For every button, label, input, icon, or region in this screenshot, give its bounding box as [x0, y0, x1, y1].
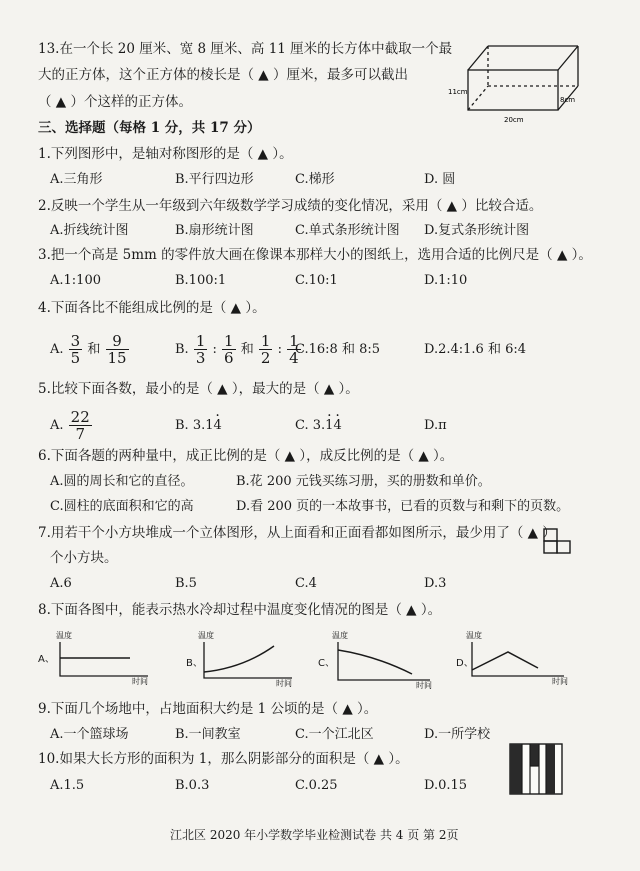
q8-graph-c-label: C、 [318, 658, 335, 669]
q8-graphs [38, 628, 598, 690]
q8-graph-b[interactable] [186, 630, 292, 688]
q8-stem: 8.下面各图中，能表示热水冷却过程中温度变化情况的图是（ ▲ ）。 [38, 602, 442, 618]
q7-option-d[interactable]: D.3 [424, 576, 447, 591]
q8-graph-d-ylabel: 温度 [466, 631, 482, 640]
q8-graph-d[interactable] [456, 630, 568, 686]
q4-stem: 4.下面各比不能组成比例的是（ ▲ ）。 [38, 300, 266, 316]
q6-stem: 6.下面各题的两种量中，成正比例的是（ ▲ ），成反比例的是（ ▲ ）。 [38, 448, 454, 464]
q5-a-fraction: $\frac{22}{7}$ [70, 408, 90, 443]
q4-b-colon-1: : [212, 342, 217, 357]
q3-stem: 3.把一个高是 5mm 的零件放大画在像课本那样大小的图纸上，选用合适的比例尺是（ ▲ ）。 [38, 247, 592, 263]
q4-option-b[interactable] [175, 333, 302, 366]
q10-option-d[interactable]: D.0.15 [424, 778, 468, 793]
q4-a-fraction-1: $\frac{3}{5}$ [70, 332, 81, 367]
q5-option-d[interactable]: D.π [424, 418, 447, 433]
q8-graph-b-curve [204, 646, 274, 672]
q4-a-and: 和 [87, 342, 101, 357]
q8-graph-a[interactable] [38, 630, 148, 686]
q7-stem: 7.用若干个小方块堆成一个立体图形，从上面看和正面看都如图所示，最少用了（ ▲ ） [38, 525, 556, 541]
q1-option-d[interactable]: D. 圆 [424, 172, 456, 187]
q7-block-view-figure [542, 527, 578, 555]
q8-graph-c-xlabel: 时间 [416, 681, 432, 690]
q4-b-fraction-2: $\frac{1}{6}$ [224, 332, 234, 367]
q4-b-fraction-4: $\frac{1}{4}$ [289, 332, 299, 367]
q5-b-repeat-digit: 4 · [214, 418, 222, 433]
q4-option-c[interactable]: C.16:8 和 8:5 [295, 342, 380, 357]
q8-graph-c[interactable] [318, 630, 432, 690]
q4-option-d[interactable]: D.2.4:1.6 和 6:4 [424, 342, 527, 357]
q8-graph-a-label: A、 [38, 654, 55, 665]
q6-option-a[interactable]: A.圆的周长和它的直径。 [50, 474, 194, 489]
q4-b-fraction-3: $\frac{1}{2}$ [260, 332, 271, 367]
q4-b-fraction-1: $\frac{1}{3}$ [195, 332, 206, 367]
q9-option-b[interactable]: B.一间教室 [175, 727, 241, 742]
q1-option-b[interactable]: B.平行四边形 [175, 172, 254, 187]
q2-option-a[interactable]: A.折线统计图 [50, 223, 129, 238]
q3-option-a[interactable]: A.1:100 [50, 273, 101, 288]
page-footer: 江北区 2020 年小学数学毕业检测试卷 共 4 页 第 2页 [170, 828, 459, 842]
q1-option-c[interactable]: C.梯形 [295, 172, 335, 187]
cuboid-height-label: 11cm [448, 88, 468, 96]
q1-stem: 1.下列图形中，是轴对称图形的是（ ▲ ）。 [38, 146, 293, 162]
q7-option-a[interactable]: A.6 [50, 576, 72, 591]
q3-option-b[interactable]: B.100:1 [175, 273, 227, 288]
q4-b-colon-2: : [277, 342, 282, 357]
q8-graph-b-xlabel: 时间 [276, 679, 292, 688]
q10-option-c[interactable]: C.0.25 [295, 778, 338, 793]
q4-a-fraction-2: $\frac{9}{15}$ [107, 332, 127, 367]
q2-option-c[interactable]: C.单式条形统计图 [295, 223, 400, 238]
q5-option-a[interactable] [50, 409, 93, 442]
q10-option-b[interactable]: B.0.3 [175, 778, 210, 793]
q1-option-a[interactable]: A.三角形 [50, 172, 103, 187]
q2-stem: 2.反映一个学生从一年级到六年级数学学习成绩的变化情况，采用（ ▲ ）比较合适。 [38, 198, 543, 214]
q9-option-d[interactable]: D.一所学校 [424, 727, 491, 742]
q10-shaded-rectangle-figure [508, 742, 566, 798]
section-title: 三、选择题（每格 1 分，共 17 分） [38, 120, 261, 136]
q8-graph-d-xlabel: 时间 [552, 677, 568, 686]
q7-stem-2: 个小方块。 [50, 550, 118, 566]
cuboid-length-label: 20cm [504, 116, 524, 124]
q8-graph-a-ylabel: 温度 [56, 631, 72, 640]
q4-option-a[interactable] [50, 333, 130, 366]
q7-option-b[interactable]: B.5 [175, 576, 197, 591]
q10-option-a[interactable]: A.1.5 [50, 778, 85, 793]
q5-c-repeat-digit-1: 1 · [325, 418, 333, 433]
q5-a-label: A. [50, 418, 64, 433]
q8-graph-c-curve [338, 650, 412, 674]
q13-line3: （ ▲ ）个这样的正方体。 [38, 94, 192, 110]
q4-b-and: 和 [240, 342, 254, 357]
q5-option-c[interactable] [295, 417, 342, 435]
q9-option-c[interactable]: C.一个江北区 [295, 727, 374, 742]
q2-option-b[interactable]: B.扇形统计图 [175, 223, 254, 238]
q4-b-label: B. [175, 342, 189, 357]
q8-graph-b-ylabel: 温度 [198, 631, 214, 640]
q13-line2: 大的正方体，这个正方体的棱长是（ ▲ ）厘米，最多可以截出 [38, 67, 408, 83]
q5-c-repeat-digit-2: 4 · [333, 418, 341, 433]
q8-graph-d-curve [472, 652, 538, 670]
q2-option-d[interactable]: D.复式条形统计图 [424, 223, 530, 238]
q10-stem: 10.如果大长方形的面积为 1，那么阴影部分的面积是（ ▲ ）。 [38, 751, 409, 767]
q9-stem: 9.下面几个场地中，占地面积大约是 1 公顷的是（ ▲ ）。 [38, 701, 378, 717]
q6-option-c[interactable]: C.圆柱的底面积和它的高 [50, 499, 194, 514]
q5-stem: 5.比较下面各数，最小的是（ ▲ ），最大的是（ ▲ ）。 [38, 381, 359, 397]
q3-option-d[interactable]: D.1:10 [424, 273, 468, 288]
q13-line1: 13.在一个长 20 厘米、宽 8 厘米、高 11 厘米的长方体中截取一个最 [38, 41, 453, 57]
q6-option-b[interactable]: B.花 200 元钱买练习册，买的册数和单价。 [236, 474, 491, 489]
q6-option-d[interactable]: D.看 200 页的一本故事书，已看的页数与和剩下的页数。 [236, 499, 570, 514]
cuboid-figure [448, 36, 588, 126]
q8-graph-c-ylabel: 温度 [332, 631, 348, 640]
q3-option-c[interactable]: C.10:1 [295, 273, 338, 288]
q4-a-label: A. [50, 342, 64, 357]
cuboid-width-label: 8cm [560, 96, 576, 104]
q5-option-b[interactable] [175, 417, 222, 435]
q9-option-a[interactable]: A.一个篮球场 [50, 727, 129, 742]
q8-graph-b-label: B、 [186, 658, 203, 669]
q8-graph-d-label: D、 [456, 658, 474, 669]
q7-option-c[interactable]: C.4 [295, 576, 317, 591]
q5-b-text: B. 3.1 [175, 418, 214, 433]
q8-graph-a-xlabel: 时间 [132, 677, 148, 686]
q5-c-text: C. 3. [295, 418, 326, 433]
